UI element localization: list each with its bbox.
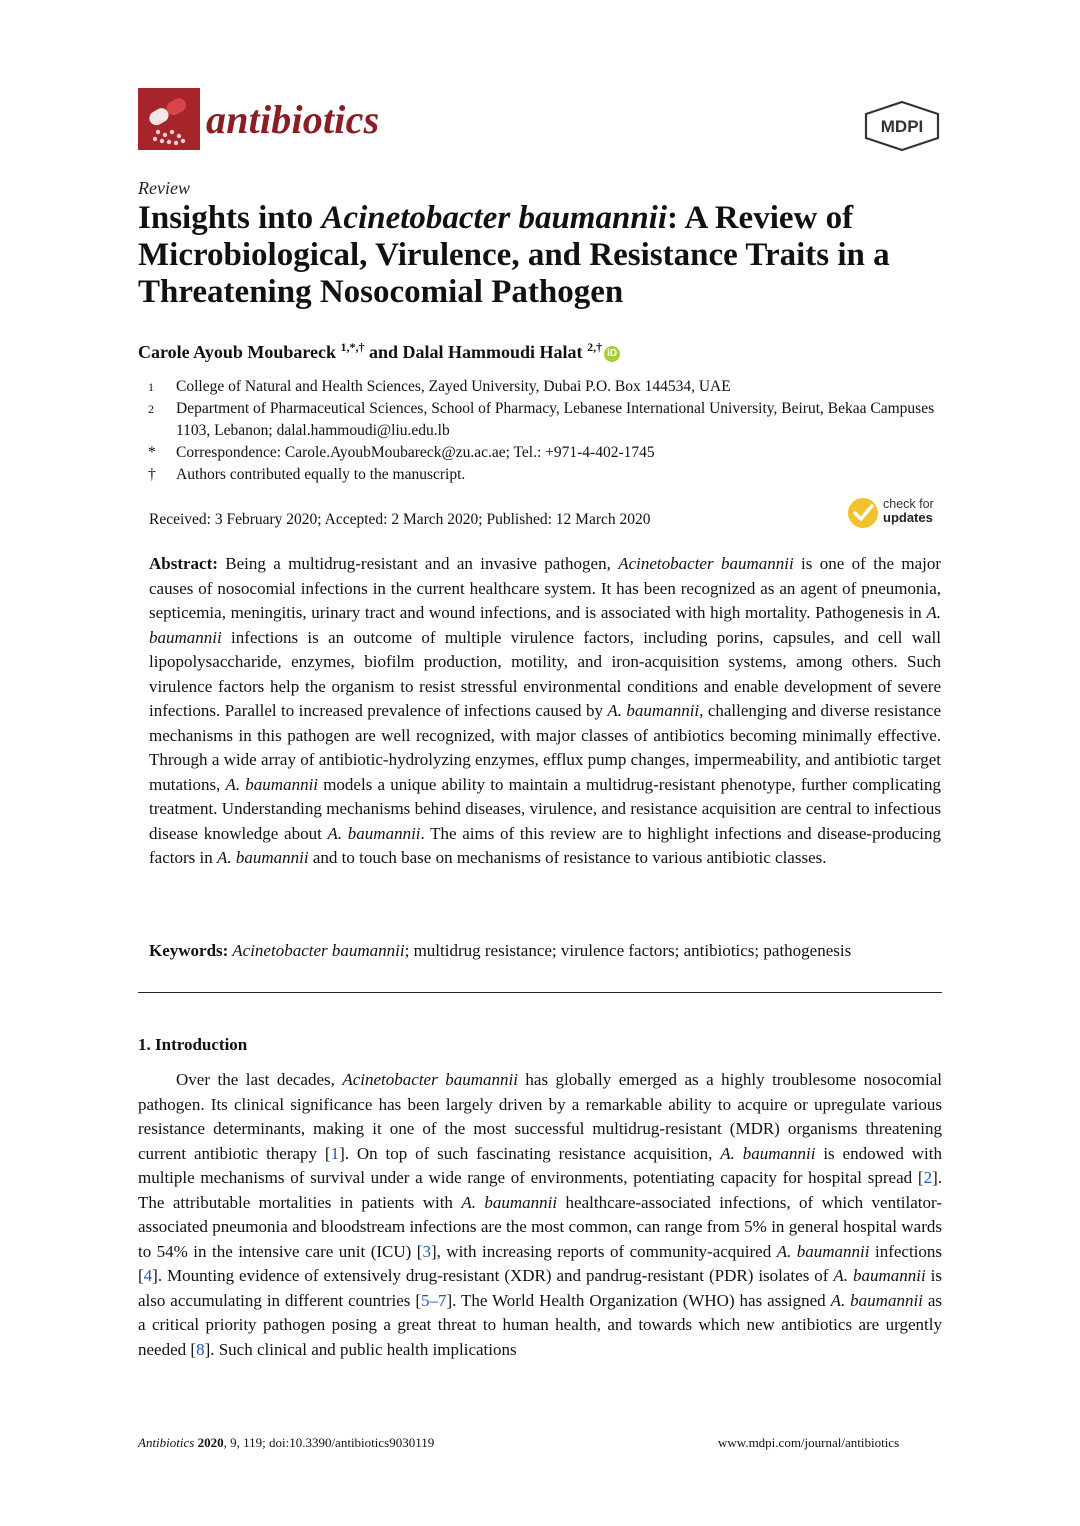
keywords-list: ; multidrug resistance; virulence factors; antibiotics; pathogenesis [404, 941, 852, 960]
affiliation-item [148, 376, 948, 398]
affiliation-item [148, 398, 948, 442]
body-text: ]. The attributable mortalities in patients with [138, 1168, 942, 1212]
body-text: is also accumulating in different countries [ [138, 1266, 942, 1310]
affiliation-mark: * [148, 444, 156, 461]
affiliation-mark: 2 [148, 402, 154, 416]
body-text: healthcare-associated infections, of which ventilator-associated pneumonia and bloodstream infections are the most common, can range from 5% in general hospital wards to 54% in the intensive care unit (ICU) [ [138, 1192, 942, 1261]
body-text: ], with increasing reports of community-acquired [430, 1241, 777, 1261]
citation-link[interactable]: 4 [143, 1266, 153, 1285]
check-updates-label[interactable] [883, 498, 934, 525]
abstract-text: . The aims of this review are to highlight infections and disease-producing factors in [149, 823, 942, 867]
capsule-icon [138, 88, 200, 150]
check-updates-line1: check for [883, 497, 934, 511]
publisher-name: MDPI [880, 117, 924, 136]
author-name[interactable]: Dalal Hammoudi Halat [402, 342, 583, 362]
footer-citation [138, 1435, 434, 1451]
citation-link[interactable]: 1 [330, 1143, 340, 1163]
keywords [149, 941, 949, 961]
affiliation-text: Authors contributed equally to the manuscript. [176, 466, 466, 483]
organism-name: A. baumannii [461, 1192, 558, 1212]
body-text: ]. Mounting evidence of extensively drug-resistant (XDR) and pandrug-resistant (PDR) isolates of [152, 1266, 834, 1285]
body-text: has globally emerged as a highly troublesome nosocomial pathogen. Its clinical significance has been largely driven by a remarkable ability to acquire or upregulate various resistance determinants, making it one of the most successful multidrug-resistant (MDR) organisms threatening current antibiotic therapy [ [138, 1070, 942, 1163]
section-divider [138, 992, 942, 993]
publisher-logo [862, 100, 942, 152]
body-text: as a critical priority pathogen posing a great threat to human health, and towards which new antibiotics are urgently needed [ [138, 1290, 942, 1359]
organism-name: Acinetobacter baumannii [342, 1070, 518, 1089]
abstract-text: models a unique ability to maintain a multidrug-resistant phenotype, further complicating treatment. Understanding mechanisms behind diseases, virulence, and resistance acquisition are central to infectious disease knowledge about [149, 774, 942, 843]
keyword: Acinetobacter baumannii [228, 941, 405, 960]
affiliation-mark: † [148, 466, 156, 483]
organism-name: A. baumannii [216, 848, 309, 867]
organism-name: A. baumannii [776, 1241, 870, 1261]
author-affiliation-marks: 1,*,† [340, 340, 365, 354]
footer-journal: Antibiotics [138, 1435, 195, 1450]
affiliation-item [148, 464, 948, 486]
abstract-text: infections is an outcome of multiple virulence factors, including porins, capsules, and cell wall lipopolysaccharide, enzymes, biofilm production, motility, and iron-acquisition systems, among others. Such virulence factors help the organism to resist stressful environmental conditions and enable development of severe infections. Parallel to increased prevalence of infections caused by [149, 627, 941, 720]
journal-logo [138, 88, 200, 150]
check-updates-icon [846, 495, 880, 529]
affiliation-item [148, 442, 948, 464]
keywords-label: Keywords: [149, 941, 229, 960]
organism-name: Acinetobacter baumannii [618, 554, 794, 573]
abstract [149, 552, 941, 871]
organism-name: A. baumannii [607, 701, 700, 720]
abstract-text: , challenging and diverse resistance mechanisms in this pathogen are well recognized, with major classes of antibiotics becoming minimally effective. Through a wide array of antibiotic-hydrolyzing enzymes, efflux pump changes, impermeability, and antibiotic target mutations, [149, 701, 942, 794]
author-list [138, 340, 620, 363]
abstract-text: is one of the major causes of nosocomial infections in the current healthcare system. It has been recognized as an agent of pneumonia, septicemia, meningitis, urinary tract and wound infections, and is associated with high mortality. Pathogenesis in [149, 554, 942, 622]
body-text: ]. Such clinical and public health implications [204, 1339, 517, 1359]
article-type: Review [138, 178, 190, 198]
article-title [138, 200, 958, 311]
body-text: is endowed with multiple mechanisms of survival under a wide range of environments, potentiating capacity for hospital spread [ [138, 1143, 943, 1187]
footer-url[interactable]: www.mdpi.com/journal/antibiotics [718, 1435, 900, 1450]
body-text: ]. The World Health Organization (WHO) has assigned [446, 1290, 831, 1310]
organism-name: A. baumannii [720, 1143, 816, 1163]
check-updates-line2: updates [883, 510, 933, 525]
citation-link[interactable]: 2 [923, 1168, 933, 1187]
author-affiliation-marks: 2,† [587, 340, 603, 354]
citation-link[interactable]: 5–7 [421, 1290, 447, 1310]
affiliations [148, 376, 948, 486]
author-name[interactable]: Carole Ayoub Moubareck [138, 342, 337, 362]
mdpi-hexagon-icon [862, 100, 942, 152]
journal-name: antibiotics [206, 97, 380, 142]
organism-name: A. baumannii [833, 1266, 926, 1285]
body-text: infections [ [138, 1241, 943, 1285]
body-text: ]. On top of such fascinating resistance acquisition, [339, 1143, 721, 1163]
organism-name: A. baumannii [149, 603, 941, 647]
title-text: Insights into [138, 200, 322, 236]
affiliation-mark: 1 [148, 380, 154, 394]
abstract-text: and to touch base on mechanisms of resistance to various antibiotic classes. [308, 848, 827, 867]
organism-name: A. baumannii [225, 774, 319, 794]
footer-doi: , 9, 119; doi:10.3390/antibiotics9030119 [223, 1435, 435, 1450]
affiliation-text: Department of Pharmaceutical Sciences, School of Pharmacy, Lebanese International University, Beirut, Bekaa Campuses 1103, Lebanon; dalal.hammoudi@liu.edu.lb [176, 400, 935, 439]
title-organism: Acinetobacter baumannii [321, 200, 668, 236]
body-text: Over the last decades, [176, 1070, 343, 1089]
correspondence-text[interactable]: Correspondence: Carole.AyoubMoubareck@zu.ac.ae; Tel.: +971-4-402-1745 [176, 444, 655, 461]
publication-dates: Received: 3 February 2020; Accepted: 2 March 2020; Published: 12 March 2020 [149, 511, 651, 528]
affiliation-text: College of Natural and Health Sciences, Zayed University, Dubai P.O. Box 144534, UAE [176, 378, 731, 395]
orcid-icon[interactable]: iD [604, 346, 620, 362]
abstract-text: Being a multidrug-resistant and an invasive pathogen, [217, 554, 619, 573]
citation-link[interactable]: 8 [196, 1339, 205, 1359]
citation-link[interactable]: 3 [422, 1241, 431, 1261]
author-joiner: and [364, 342, 403, 362]
organism-name: A. baumannii [830, 1290, 923, 1310]
section-heading: 1. Introduction [138, 1035, 248, 1054]
introduction-paragraph [138, 1068, 942, 1362]
title-text-rest: : A Review of Microbiological, Virulence, and Resistance Traits in a Threatening Nosocomial Pathogen [138, 200, 890, 310]
abstract-label: Abstract: [149, 554, 218, 573]
organism-name: A. baumannii [327, 823, 421, 843]
footer-year: 2020 [194, 1435, 224, 1450]
